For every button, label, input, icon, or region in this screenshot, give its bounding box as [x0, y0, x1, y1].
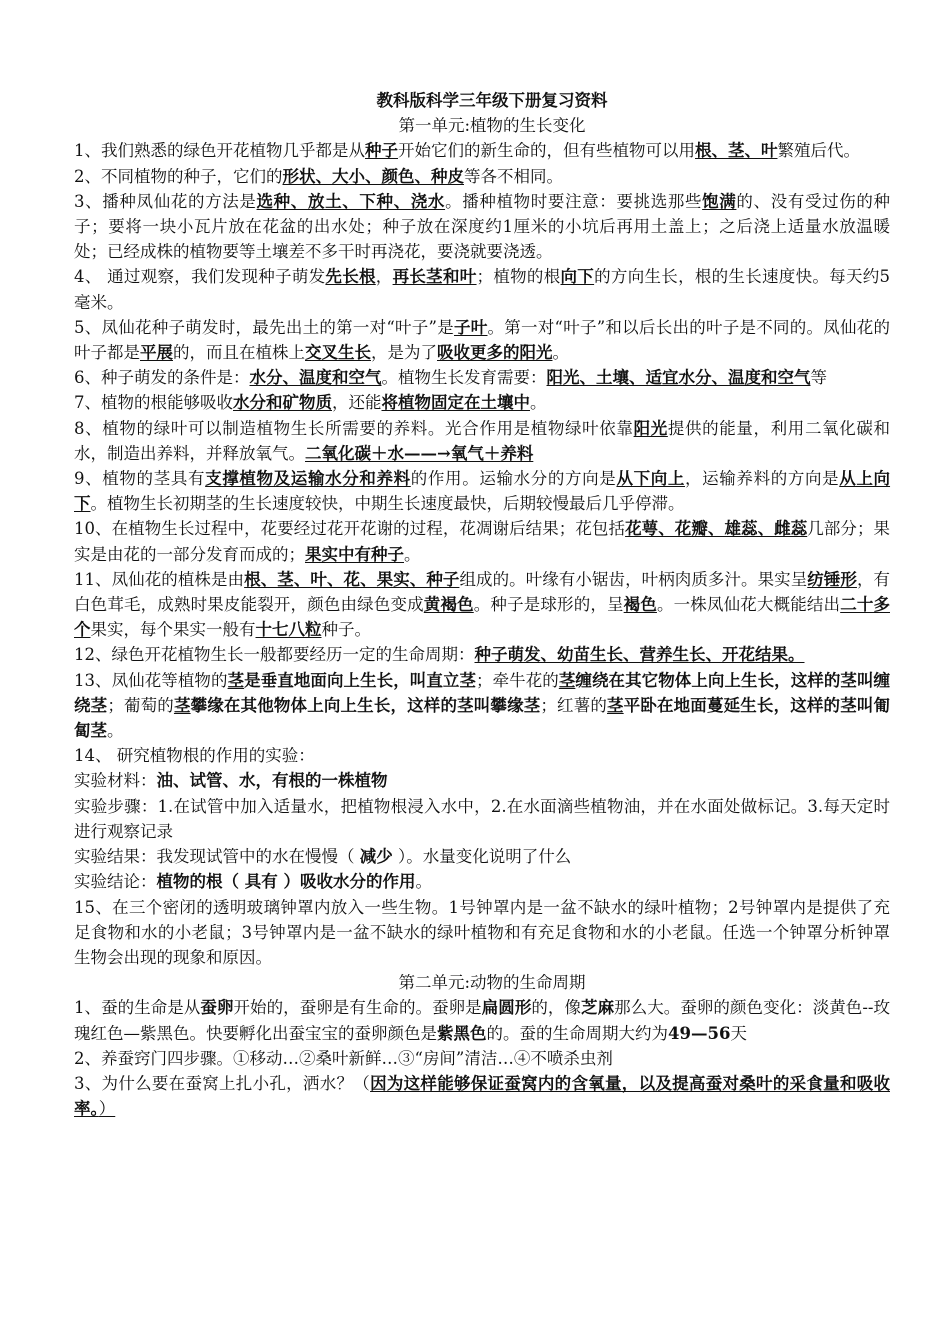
emphasis-run: 从下向上 [616, 469, 686, 489]
text-run: 。植物生长发育需要： [381, 368, 547, 388]
emphasis-run: 支撑植物及运输水分和养料 [205, 469, 411, 489]
emphasis-run: 植物的根（ 具有 ）吸收水分的作用 [156, 872, 416, 892]
paragraph [74, 516, 890, 566]
emphasis-run: 形状、大小、颜色、种皮 [282, 166, 464, 186]
emphasis-run: 阳光 [633, 418, 668, 438]
emphasis-run: 选种、放土、下种、浇水 [256, 191, 446, 211]
text-run: 开始的，蚕卵是有生命的。蚕卵是 [233, 998, 482, 1018]
paragraph [74, 390, 890, 415]
paragraph [74, 315, 890, 365]
emphasis-run: 从上向下 [74, 469, 891, 514]
paragraph [74, 1046, 890, 1071]
text-run: 9、植物的茎具有 [74, 469, 206, 489]
paragraph [74, 642, 890, 667]
text-run: 12、绿色开花植物生长一般都要经历一定的生命周期： [74, 645, 475, 665]
paragraph [74, 794, 890, 844]
text-run: 。 [530, 393, 547, 413]
text-run: 1、蚕的生命是从 [74, 998, 201, 1018]
emphasis-run: 再长茎和叶 [392, 267, 477, 287]
text-run: 果实，每个果实一般有 [90, 620, 256, 640]
text-run: 种子。 [321, 620, 371, 640]
text-run: ；植物的根 [476, 267, 561, 287]
text-run: 等各不相同。 [464, 166, 563, 186]
emphasis-run: 种子萌发、幼苗生长、营养生长、开花结果。 [474, 645, 805, 665]
emphasis-run: 二十多个 [74, 595, 890, 640]
text-run: 。 [404, 544, 421, 564]
emphasis-run: 阳光、土壤、适宜水分、温度和空气 [546, 368, 811, 388]
text-run: 的作用。运输水分的方向是 [410, 469, 617, 489]
text-run: 的方向生长，根的生长速度快。每天约5毫米。 [74, 267, 891, 312]
text-run: 繁殖后代。 [777, 141, 860, 161]
text-run: 1、我们熟悉的绿色开花植物几乎都是从 [74, 141, 365, 161]
emphasis-run: 油、试管、水，有根的一株植物 [156, 771, 388, 791]
emphasis-run: 水分和矿物质 [233, 393, 332, 413]
emphasis-run: 茎 [173, 695, 191, 715]
text-run: 的。蚕的生命周期大约为 [486, 1023, 668, 1043]
paragraph [74, 138, 890, 163]
paragraph [74, 895, 890, 971]
text-run: 那么大。蚕卵的颜色变化：淡黄色--玫瑰红色—紫黑色。快要孵化出蚕宝宝的蚕卵颜色是 [74, 998, 891, 1043]
paragraph [74, 264, 890, 314]
emphasis-run: 褐色 [623, 595, 657, 615]
text-run: 6、种子萌发的条件是： [74, 368, 250, 388]
text-run: ，还能 [332, 393, 382, 413]
emphasis-run: 先长根 [325, 267, 376, 287]
text-run: 。植物生长初期茎的生长速度较快，中期生长速度最快，后期较慢最后几乎停滞。 [90, 494, 685, 514]
emphasis-run: 黄褐色 [423, 595, 474, 615]
emphasis-run: 茎 [607, 695, 624, 715]
text-run: 。第一对“叶子”和以后长出的叶子是不同的。凤仙花的叶子都是 [74, 317, 891, 363]
emphasis-run: 攀缘在其他物体上向上生长，这样的茎叫攀缘茎 [190, 695, 541, 715]
text-run: ；红薯的 [540, 695, 607, 715]
text-run: 3、为什么要在蚕窝上扎小孔，洒水？（ [74, 1073, 371, 1093]
text-run: ， [375, 267, 393, 287]
text-run: ，有白色茸毛，成熟时果皮能裂开，颜色由绿色变成 [74, 569, 890, 615]
text-run: 实验结论： [74, 872, 157, 892]
text-run: 组成的。叶缘有小锯齿，叶柄肉质多汁。果实呈 [459, 569, 808, 589]
text-run: 实验步骤：1.在试管中加入适量水，把植物根浸入水中，2.在水面滴些植物油，并在水面处做标记。3.每天定时进行观察记录 [74, 796, 890, 841]
emphasis-run: 交叉生长 [305, 343, 371, 363]
text-run: 。 [552, 343, 569, 363]
text-run: 13、凤仙花等植物的 [74, 670, 228, 690]
emphasis-run: 芝麻 [581, 998, 615, 1018]
text-run: 实验结果：我发现试管中的水在慢慢（ [74, 847, 360, 867]
text-run: 等 [810, 368, 827, 388]
emphasis-run: 种子 [365, 141, 398, 161]
text-run: 4、 通过观察，我们发现种子萌发 [74, 267, 326, 287]
emphasis-run: 纺锤形 [807, 569, 857, 589]
text-run: ；葡萄的 [107, 695, 174, 715]
document-title: 教科版科学三年级下册复习资料 [376, 91, 608, 110]
text-run: 11、凤仙花的植株是由 [74, 569, 245, 589]
emphasis-run: 茎 [558, 670, 576, 690]
text-run: 天 [730, 1023, 747, 1043]
paragraph [74, 995, 890, 1045]
emphasis-run: 蚕卵 [200, 998, 234, 1018]
emphasis-run: 因为这样能够保证蚕窝内的含氧量，以及提高蚕对桑叶的采食量和吸收率。 [74, 1073, 890, 1119]
text-run: 。播种植物时要注意：要挑选那些 [445, 191, 703, 211]
text-run: 开始它们的新生命的，但有些植物可以用 [398, 141, 695, 161]
text-run: ）。水量变化说明了什么 [392, 847, 572, 867]
text-run: 的、没有受过伤的种子；要将一块小瓦片放在花盆的出水处；种子放在深度约1厘米的小坑后再用土盖上；之后浇上适量水放温暖处；已经成株的植物要等土壤差不多干时再浇花，要浇就要浇透。 [74, 191, 891, 262]
unit-1-body [74, 138, 890, 970]
text-run: 几部分；果实是由花的一部分发育而成的； [74, 519, 890, 564]
unit-1-heading: 第一单元:植物的生长变化 [398, 116, 586, 136]
paragraph [74, 1071, 890, 1121]
text-run: 提供的能量，利用二氧化碳和水，制造出养料，并释放氧气。 [74, 418, 891, 463]
paragraph [74, 189, 890, 265]
text-run: 的，像 [531, 998, 582, 1018]
emphasis-run: 吸收更多的阳光 [437, 343, 553, 363]
text-run: 10、在植物生长过程中，花要经过花开花谢的过程，花凋谢后结果；花包括 [74, 519, 626, 539]
text-run: 2、不同植物的种子，它们的 [74, 166, 283, 186]
emphasis-run: 是垂直地面向上生长，叫直立茎 [244, 670, 476, 690]
paragraph [74, 844, 890, 869]
paragraph [74, 869, 890, 894]
text-run: ，运输养料的方向是 [685, 469, 840, 489]
text-run: 2、养蚕窍门四步骤。①移动…②桑叶新鲜…③“房间”清洁…④不喷杀虫剂 [74, 1048, 613, 1068]
unit-2-heading: 第二单元:动物的生命周期 [398, 973, 586, 993]
emphasis-run: 水分、温度和空气 [249, 368, 382, 388]
emphasis-run: 缠绕在其它物体上向上生长，这样的茎叫缠绕茎 [74, 670, 890, 715]
emphasis-run: 向下 [560, 267, 595, 287]
paragraph [74, 668, 890, 744]
emphasis-run: 子叶 [454, 317, 488, 337]
paragraph [74, 768, 890, 793]
text-run: 14、 研究植物根的作用的实验： [74, 746, 315, 766]
text-run: 3、播种凤仙花的方法是 [74, 191, 257, 211]
emphasis-run: 十七八粒 [255, 620, 322, 640]
text-run: 实验材料： [74, 771, 157, 791]
emphasis-run: 根、茎、叶 [695, 141, 778, 161]
emphasis-run: 茎 [227, 670, 245, 690]
text-run: 7、植物的根能够吸收 [74, 393, 233, 413]
paragraph [74, 416, 890, 466]
emphasis-run: 平展 [140, 343, 173, 363]
emphasis-run: 根、茎、叶、花、果实、种子 [244, 569, 460, 589]
emphasis-run: 花萼、花瓣、雄蕊、雌蕊 [625, 519, 808, 539]
text-run: ，是为了 [371, 343, 437, 363]
paragraph [74, 365, 890, 390]
text-run: 15、在三个密闭的透明玻璃钟罩内放入一些生物。1号钟罩内是一盆不缺水的绿叶植物；2号钟罩内是提供了充足食物和水的小老鼠；3号钟罩内是一盆不缺水的绿叶植物和有充足食物和水的小老鼠。任选一个钟罩分析钟罩生物会出现的现象和原因。 [74, 897, 890, 967]
paragraph [74, 567, 890, 643]
emphasis-run: 减少 [359, 847, 393, 867]
text-run: 。 [107, 721, 124, 741]
emphasis-run: 将植物固定在土壤中 [381, 393, 530, 413]
emphasis-run: 饱满 [702, 191, 737, 211]
emphasis-run: 扁圆形 [481, 998, 532, 1018]
emphasis-run: 49—56 [668, 1023, 731, 1043]
emphasis-run: 二氧化碳＋水——→氧气＋养料 [305, 443, 534, 463]
emphasis-run: 平卧在地面蔓延生长，这样的茎叫匍匐茎 [74, 695, 890, 741]
text-run: 。种子是球形的，呈 [473, 595, 624, 615]
text-run: 。一株凤仙花大概能结出 [656, 595, 841, 615]
text-run: 。 [415, 872, 432, 892]
unit-2-body [74, 995, 890, 1121]
paragraph [74, 466, 890, 516]
text-run: 8、植物的绿叶可以制造植物生长所需要的养料。光合作用是植物绿叶依靠 [74, 418, 634, 438]
text-run: 5、凤仙花种子萌发时，最先出土的第一对“叶子”是 [74, 317, 454, 337]
text-run: 的，而且在植株上 [173, 343, 305, 363]
paragraph [74, 164, 890, 189]
text-run: ；牵牛花的 [476, 670, 559, 690]
emphasis-run: ） [98, 1099, 116, 1119]
paragraph [74, 743, 890, 768]
emphasis-run: 果实中有种子 [305, 544, 404, 564]
emphasis-run: 紫黑色 [437, 1023, 487, 1043]
